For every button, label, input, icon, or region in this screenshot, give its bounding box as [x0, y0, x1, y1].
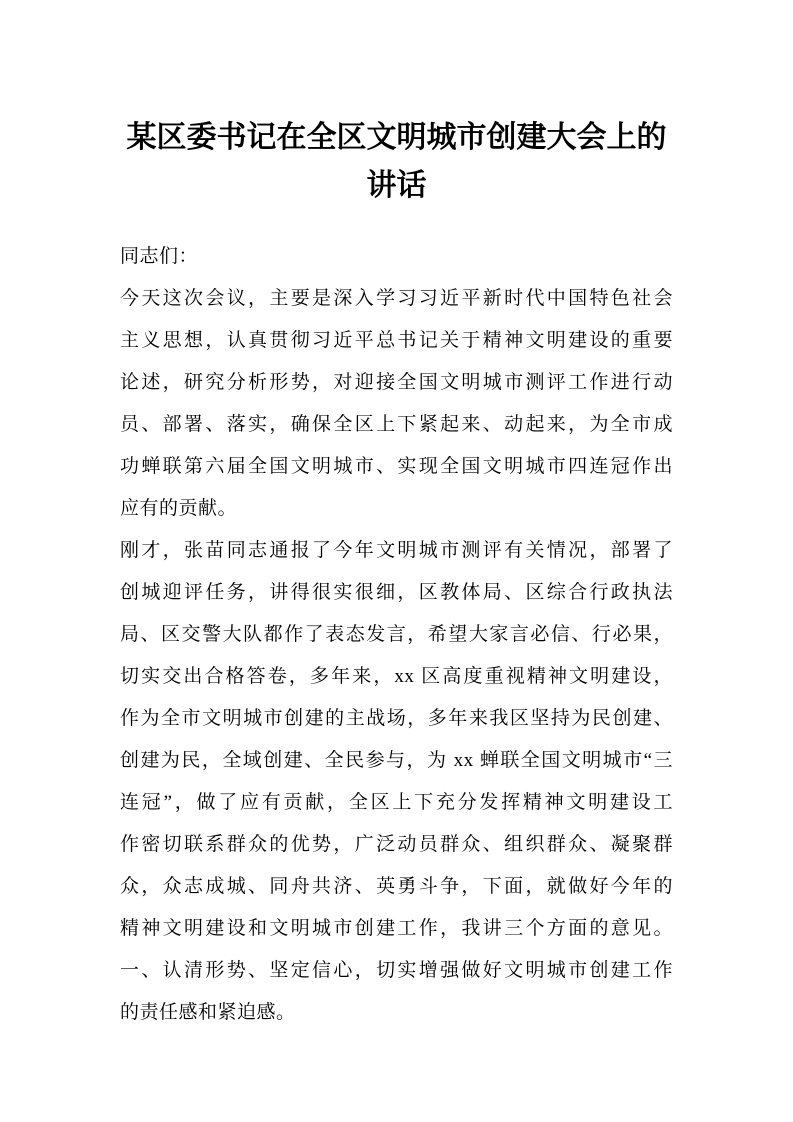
document-body	[120, 236, 673, 1034]
text-line: 作为全市文明城市创建的主战场，多年来我区坚持为民创建、	[120, 708, 673, 729]
text-line: 同志们：	[120, 246, 199, 267]
document-title	[120, 114, 673, 210]
text-line: 刚才，张苗同志通报了今年文明城市测评有关情况，部署了	[120, 540, 673, 561]
text-line: 主义思想，认真贯彻习近平总书记关于精神文明建设的重要	[120, 330, 673, 351]
text-line: 应有的贡献。	[120, 498, 238, 519]
text-line: 连冠”，做了应有贡献，全区上下充分发挥精神文明建设工	[120, 792, 673, 813]
text-line: 功蝉联第六届全国文明城市、实现全国文明城市四连冠作出	[120, 456, 673, 477]
title-line-2: 讲话	[366, 169, 427, 202]
text-line: 今天这次会议，主要是深入学习习近平新时代中国特色社会	[120, 288, 673, 309]
text-line: 一、认清形势、坚定信心，切实增强做好文明城市创建工作	[120, 960, 673, 981]
text-line: 局、区交警大队都作了表态发言，希望大家言必信、行必果，	[120, 624, 673, 645]
text-line: 创建为民，全域创建、全民参与，为 xx 蝉联全国文明城市“三	[120, 750, 673, 771]
text-line: 作密切联系群众的优势，广泛动员群众、组织群众、凝聚群	[120, 834, 673, 855]
text-line: 众，众志成城、同舟共济、英勇斗争，下面，就做好今年的	[120, 876, 673, 897]
text-line: 创城迎评任务，讲得很实很细，区教体局、区综合行政执法	[120, 582, 673, 603]
text-line: 精神文明建设和文明城市创建工作，我讲三个方面的意见。	[120, 918, 673, 939]
text-line: 员、部署、落实，确保全区上下紧起来、动起来，为全市成	[120, 414, 673, 435]
text-line: 切实交出合格答卷，多年来，xx 区高度重视精神文明建设，	[120, 666, 673, 687]
title-line-1: 某区委书记在全区文明城市创建大会上的	[126, 121, 667, 154]
text-line: 的责任感和紧迫感。	[120, 1002, 296, 1023]
text-line: 论述，研究分析形势，对迎接全国文明城市测评工作进行动	[120, 372, 673, 393]
